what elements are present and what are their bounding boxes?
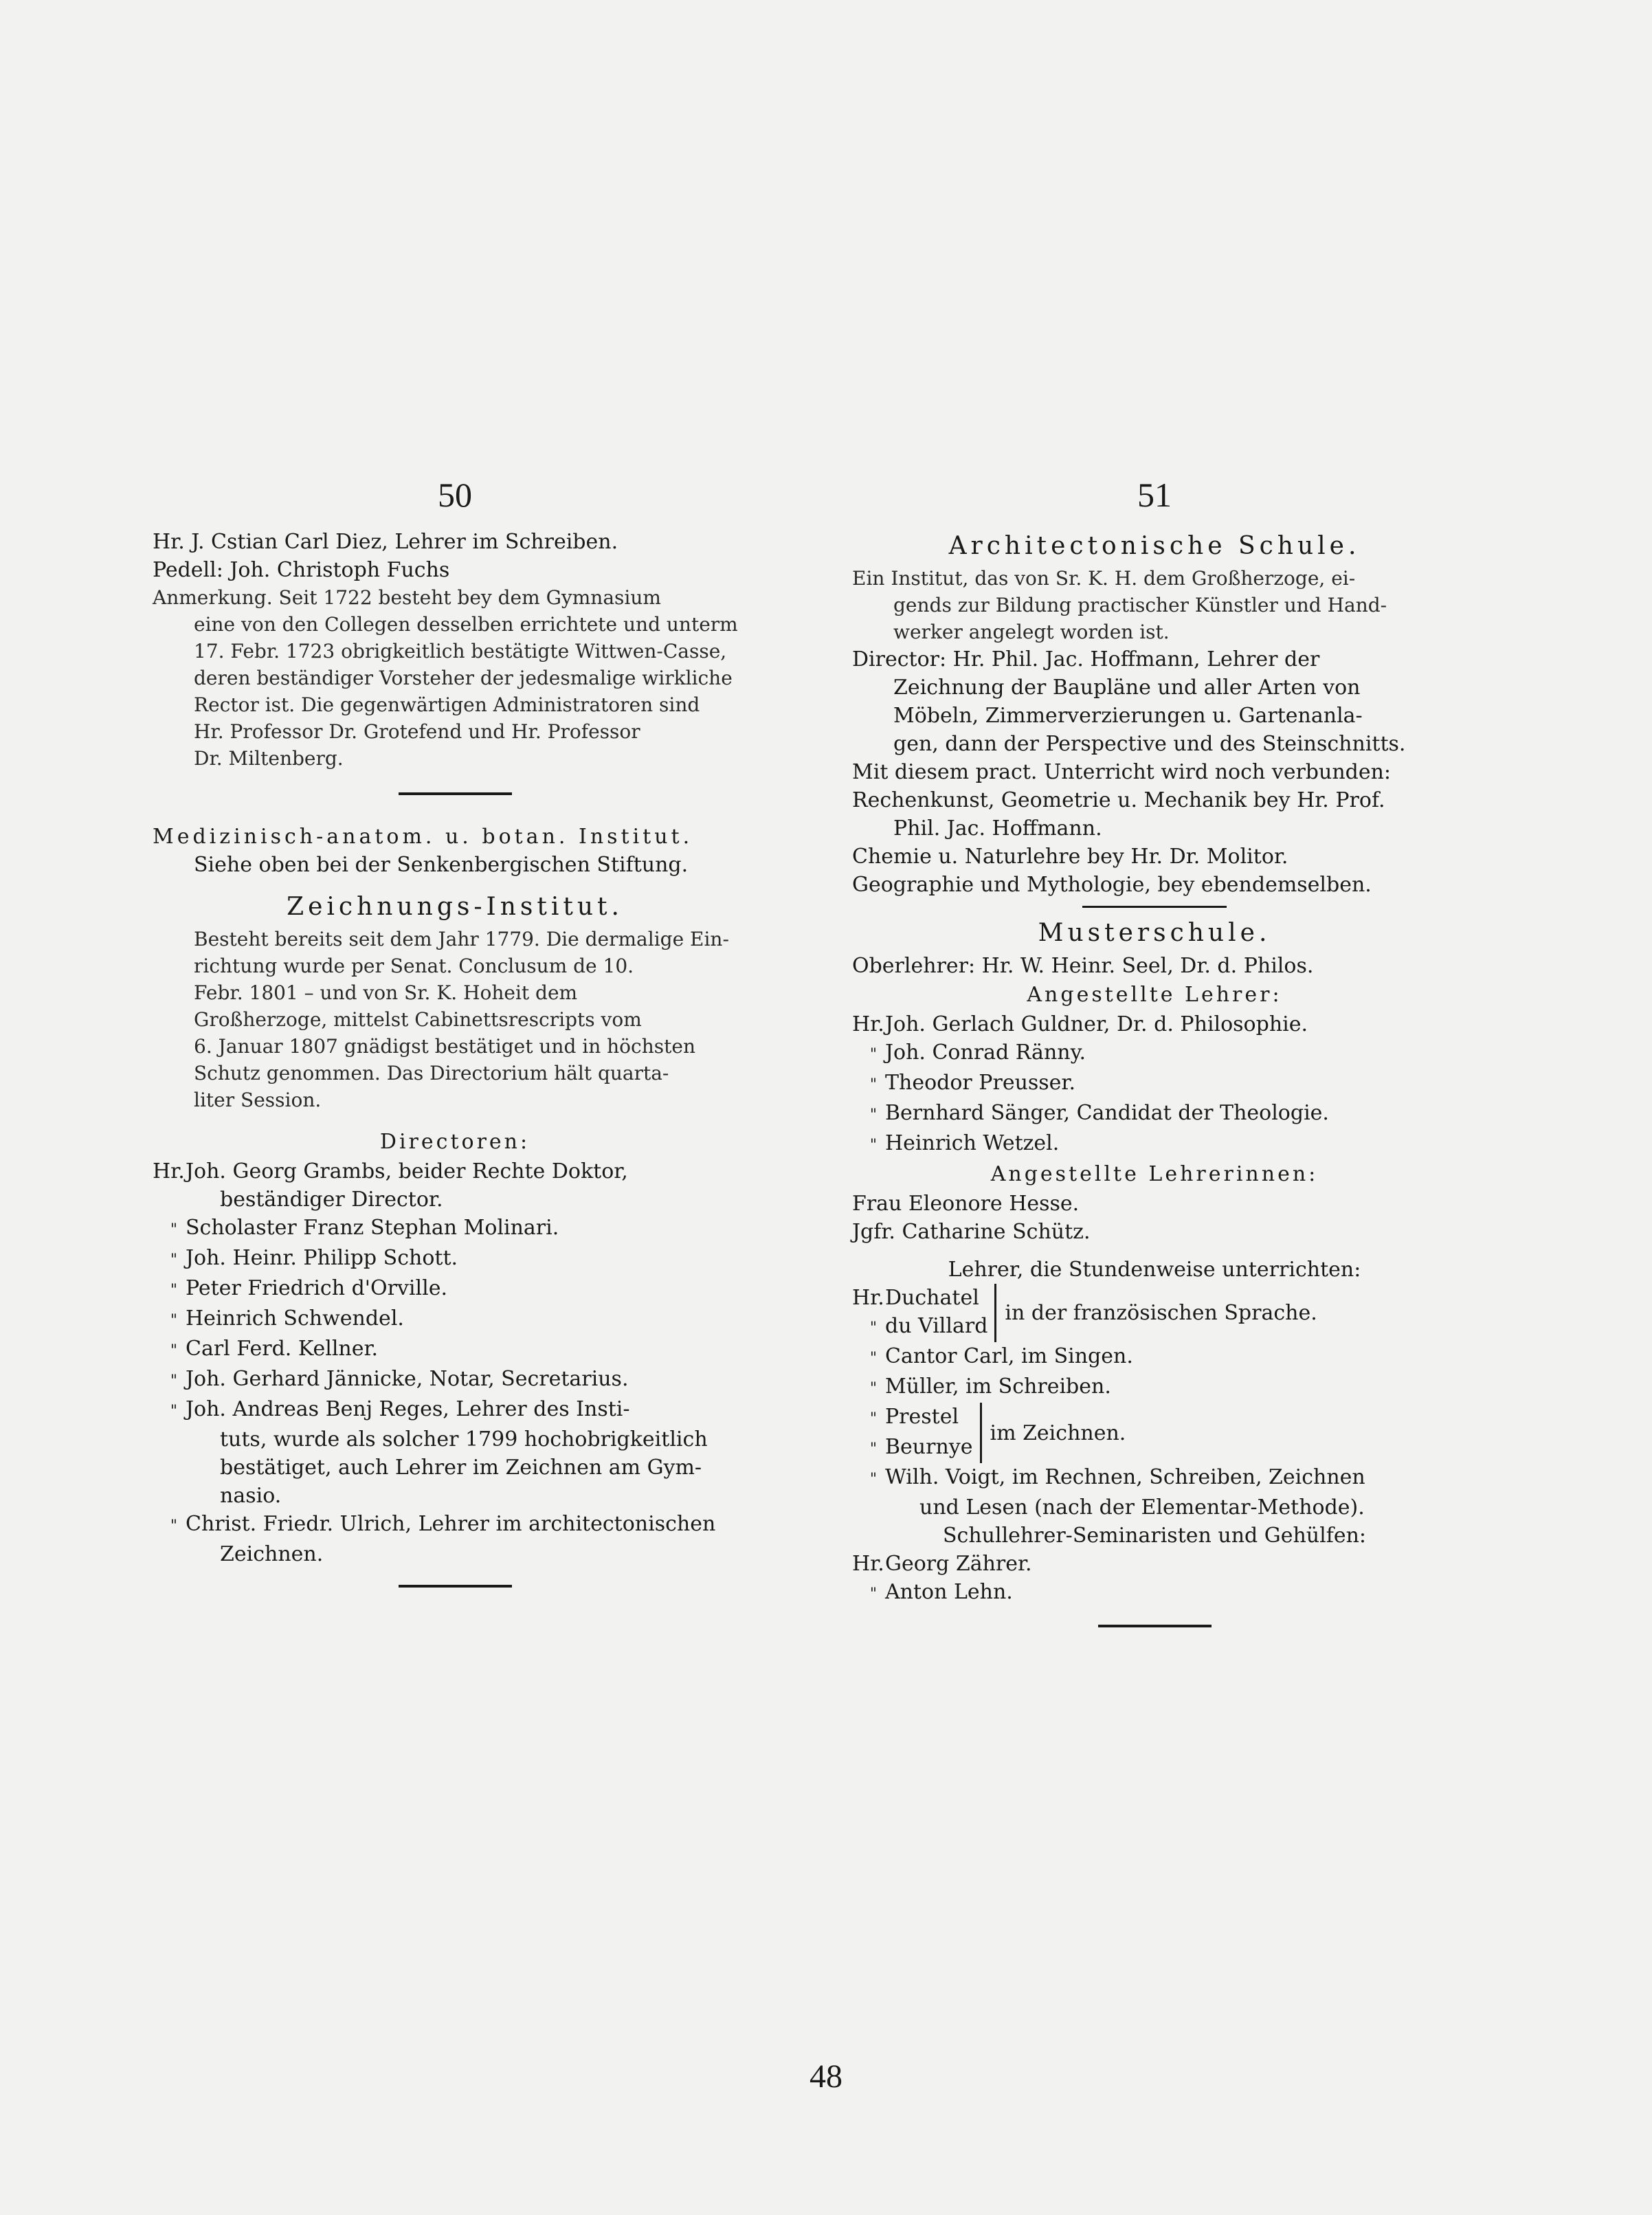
list-item: Hr.Joh. Georg Grambs, beider Rechte Doktor, bbox=[153, 1159, 628, 1183]
list-item: " Wilh. Voigt, im Rechnen, Schreiben, Zeichnen bbox=[869, 1465, 1365, 1489]
left-page-column bbox=[153, 474, 757, 1615]
lehrer-list bbox=[852, 1010, 1457, 1159]
text-line: Pedell: Joh. Christoph Fuchs bbox=[153, 558, 450, 582]
text-line: Großherzoge, mittelst Cabinettsrescripts vom bbox=[194, 1008, 642, 1031]
list-item-cont: tuts, wurde als solcher 1799 hochobrigkeitlich bbox=[220, 1427, 708, 1451]
text-line: 6. Januar 1807 gnädigst bestätiget und in höchsten bbox=[194, 1035, 695, 1058]
list-item: " Christ. Friedr. Ulrich, Lehrer im architectonischen bbox=[170, 1512, 716, 1536]
list-item: " Scholaster Franz Stephan Molinari. bbox=[170, 1216, 559, 1240]
list-item: " Bernhard Sänger, Candidat der Theologie. bbox=[869, 1101, 1329, 1125]
text-line: Chemie u. Naturlehre bey Hr. Dr. Molitor. bbox=[852, 845, 1288, 869]
bracket-subject: im Zeichnen. bbox=[990, 1421, 1126, 1445]
text-line: gen, dann der Perspective und des Steinschnitts. bbox=[893, 732, 1406, 756]
list-item: Jgfr. Catharine Schütz. bbox=[852, 1220, 1091, 1244]
text-line: Ein Institut, das von Sr. K. H. dem Großherzoge, ei- bbox=[852, 567, 1356, 590]
list-item: " Anton Lehn. bbox=[869, 1580, 1013, 1604]
list-item: Hr.Joh. Gerlach Guldner, Dr. d. Philosophie. bbox=[852, 1012, 1308, 1036]
list-item: " Theodor Preusser. bbox=[869, 1071, 1076, 1095]
zeichnung-heading: Zeichnungs-Institut. bbox=[287, 893, 623, 921]
bracket-names bbox=[852, 1403, 982, 1463]
text-line: Dr. Miltenberg. bbox=[194, 747, 344, 770]
text-line: liter Session. bbox=[194, 1089, 322, 1111]
text-line: Hr. J. Cstian Carl Diez, Lehrer im Schreiben. bbox=[153, 530, 618, 554]
oberlehrer-line: Oberlehrer: Hr. W. Heinr. Seel, Dr. d. Philos. bbox=[852, 954, 1314, 978]
list-item-cont: beständiger Director. bbox=[220, 1188, 443, 1212]
arch-description bbox=[852, 565, 1457, 645]
list-item: Hr.Georg Zährer. bbox=[852, 1552, 1032, 1576]
text-line: 17. Febr. 1723 obrigkeitlich bestätigte Wittwen-Casse, bbox=[194, 640, 727, 663]
list-item: " Prestel bbox=[869, 1405, 959, 1429]
list-item-cont: Zeichnen. bbox=[220, 1542, 324, 1566]
text-line: richtung wurde per Senat. Conclusum de 10. bbox=[194, 955, 634, 977]
list-item: " Heinrich Schwendel. bbox=[170, 1306, 404, 1331]
section-divider bbox=[1098, 1625, 1212, 1627]
list-item-cont: bestätiget, auch Lehrer im Zeichnen am Gym- bbox=[220, 1456, 702, 1480]
list-item: " Carl Ferd. Kellner. bbox=[170, 1337, 379, 1361]
french-teachers-group bbox=[852, 1284, 1457, 1342]
list-item: " Joh. Andreas Benj Reges, Lehrer des Insti- bbox=[170, 1397, 630, 1421]
bracket-names bbox=[852, 1284, 996, 1342]
text-line: Mit diesem pract. Unterricht wird noch verbunden: bbox=[852, 760, 1392, 784]
text-line: Director: Hr. Phil. Jac. Hoffmann, Lehrer der bbox=[852, 647, 1320, 671]
text-line: Schutz genommen. Das Directorium hält quarta- bbox=[194, 1062, 669, 1084]
director-block bbox=[852, 645, 1457, 899]
schullehrer-heading: Schullehrer-Seminaristen und Gehülfen: bbox=[942, 1524, 1366, 1548]
list-item: Hr.Duchatel bbox=[852, 1286, 979, 1310]
bracket-subject: in der französischen Sprache. bbox=[1005, 1301, 1317, 1325]
list-item-cont: und Lesen (nach der Elementar-Methode). bbox=[919, 1495, 1365, 1520]
list-item: " du Villard bbox=[869, 1314, 988, 1338]
section-divider bbox=[399, 792, 512, 795]
text-line: Febr. 1801 – und von Sr. K. Hoheit dem bbox=[194, 981, 578, 1004]
text-line: Zeichnung der Baupläne und aller Arten von bbox=[893, 676, 1361, 700]
footer-page-number: 48 bbox=[810, 2058, 842, 2095]
medizin-heading: Medizinisch-anatom. u. botan. Institut. bbox=[153, 825, 693, 849]
directoren-heading: Directoren: bbox=[379, 1130, 531, 1154]
list-item: " Joh. Heinr. Philipp Schott. bbox=[170, 1246, 458, 1270]
page-number-right: 51 bbox=[1137, 476, 1172, 514]
directoren-list bbox=[153, 1157, 757, 1568]
arch-heading: Architectonische Schule. bbox=[948, 532, 1361, 560]
lehrer-heading: Angestellte Lehrer: bbox=[1027, 983, 1282, 1007]
list-item: " Joh. Conrad Ränny. bbox=[869, 1040, 1086, 1065]
list-item: " Beurnye bbox=[869, 1435, 973, 1459]
text-line: Rechenkunst, Geometrie u. Mechanik bey Hr. Prof. bbox=[852, 788, 1385, 812]
section-divider bbox=[399, 1585, 512, 1588]
list-item: " Peter Friedrich d'Orville. bbox=[170, 1276, 447, 1300]
text-line: Phil. Jac. Hoffmann. bbox=[893, 816, 1102, 841]
text-line: Rector ist. Die gegenwärtigen Administratoren sind bbox=[194, 693, 700, 716]
list-item: Frau Eleonore Hesse. bbox=[852, 1192, 1080, 1216]
text-line: Anmerkung. Seit 1722 besteht bey dem Gymnasium bbox=[153, 586, 661, 609]
lehrer-lines-block bbox=[153, 528, 757, 772]
text-line: Möbeln, Zimmerverzierungen u. Gartenanla- bbox=[893, 704, 1363, 728]
list-item: " Müller, im Schreiben. bbox=[869, 1374, 1111, 1399]
medizin-note: Siehe oben bei der Senkenbergischen Stiftung. bbox=[194, 853, 689, 877]
text-line: Geographie und Mythologie, bey ebendemselben. bbox=[852, 873, 1372, 897]
muster-heading: Musterschule. bbox=[1038, 919, 1271, 947]
section-divider bbox=[1082, 906, 1227, 908]
list-item: " Cantor Carl, im Singen. bbox=[869, 1344, 1133, 1368]
text-line: deren beständiger Vorsteher der jedesmalige wirkliche bbox=[194, 667, 733, 689]
text-line: Besteht bereits seit dem Jahr 1779. Die dermalige Ein- bbox=[194, 928, 729, 950]
drawing-teachers-group bbox=[852, 1403, 1457, 1463]
text-line: eine von den Collegen desselben errichtete und unterm bbox=[194, 613, 738, 636]
text-line: werker angelegt worden ist. bbox=[893, 621, 1170, 643]
text-line: Hr. Professor Dr. Grotefend und Hr. Professor bbox=[194, 720, 640, 743]
list-item-cont: nasio. bbox=[220, 1484, 282, 1508]
lehrerinnen-heading: Angestellte Lehrerinnen: bbox=[990, 1162, 1319, 1186]
right-page-column bbox=[852, 474, 1457, 1655]
page-number-left: 50 bbox=[438, 476, 472, 514]
list-item: " Heinrich Wetzel. bbox=[869, 1131, 1060, 1155]
stunden-heading: Lehrer, die Stundenweise unterrichten: bbox=[948, 1258, 1361, 1282]
zeichnung-description bbox=[153, 926, 757, 1113]
list-item: " Joh. Gerhard Jännicke, Notar, Secretarius. bbox=[170, 1367, 629, 1391]
text-line: gends zur Bildung practischer Künstler und Hand- bbox=[893, 594, 1387, 616]
